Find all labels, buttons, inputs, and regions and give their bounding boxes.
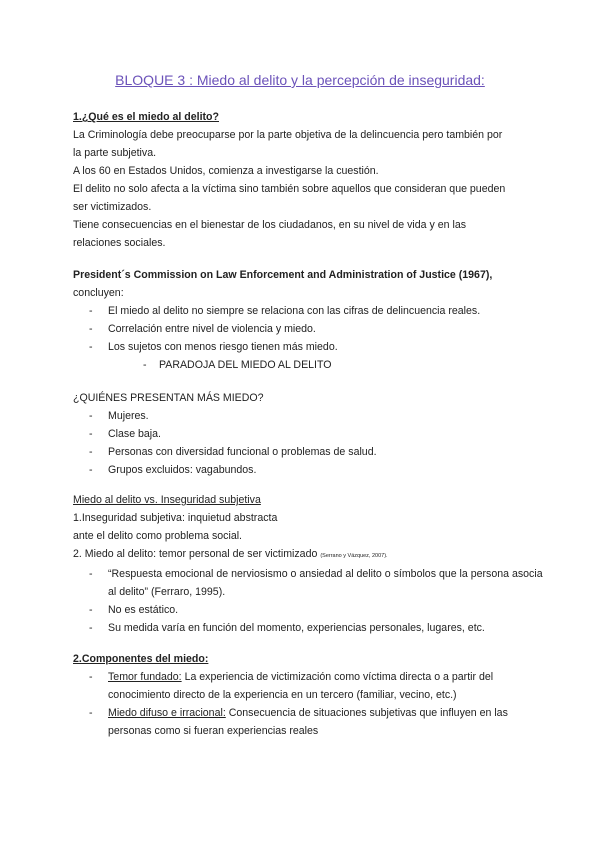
paragraph-line: ante el delito como problema social. bbox=[73, 530, 243, 542]
paragraph-line: 1.Inseguridad subjetiva: inquietud abstracta bbox=[73, 512, 278, 524]
commission-section bbox=[73, 266, 543, 374]
list-item: - Mujeres. bbox=[89, 410, 149, 422]
paragraph-line: la parte subjetiva. bbox=[73, 147, 157, 159]
list-item: - El miedo al delito no siempre se relaciona con las cifras de delincuencia reales. bbox=[89, 305, 481, 317]
paragraph-line: El delito no solo afecta a la víctima sino también sobre aquellos que consideran que pueden bbox=[73, 183, 506, 195]
commission-heading: President´s Commission on Law Enforcement and Administration of Justice (1967), bbox=[73, 269, 493, 281]
paragraph-line: Tiene consecuencias en el bienestar de los ciudadanos, en su nivel de vida y en las bbox=[73, 219, 467, 231]
quienes-heading: ¿QUIÉNES PRESENTAN MÁS MIEDO? bbox=[73, 392, 264, 404]
vs-section bbox=[73, 491, 543, 637]
section-heading: 1.¿Qué es el miedo al delito? bbox=[73, 111, 219, 123]
quienes-section bbox=[73, 389, 543, 479]
paragraph-line: ser victimizados. bbox=[73, 201, 152, 213]
paragraph-line: relaciones sociales. bbox=[73, 237, 166, 249]
list-item: - Los sujetos con menos riesgo tienen más miedo. bbox=[89, 341, 338, 353]
section-heading: 2.Componentes del miedo: bbox=[73, 653, 209, 665]
list-item: - Clase baja. bbox=[89, 428, 161, 440]
list-item: - Temor fundado: La experiencia de victimización como víctima directa o a partir del conocimiento directo de la experiencia en un tercero (familiar, vecino, etc.) bbox=[89, 671, 494, 701]
paragraph-line: A los 60 en Estados Unidos, comienza a investigarse la cuestión. bbox=[73, 165, 379, 177]
list-item: - No es estático. bbox=[89, 604, 179, 616]
list-item: - Miedo difuso e irracional: Consecuencia de situaciones subjetivas que influyen en las personas como si fueran experiencias reales bbox=[89, 707, 508, 737]
document-title: BLOQUE 3 : Miedo al delito y la percepción de inseguridad: bbox=[115, 72, 485, 88]
sub-list-item: - PARADOJA DEL MIEDO AL DELITO bbox=[143, 359, 332, 371]
section-1 bbox=[73, 108, 543, 252]
paragraph-line: La Criminología debe preocuparse por la parte objetiva de la delincuencia pero también por bbox=[73, 129, 503, 141]
section-2 bbox=[73, 650, 543, 740]
citation: (Serrano y Vázquez, 2007). bbox=[320, 553, 388, 559]
list-item: - “Respuesta emocional de nerviosismo o ansiedad al delito o símbolos que la persona asocia al delito” (Ferraro, 1995). bbox=[89, 568, 543, 598]
vs-heading: Miedo al delito vs. Inseguridad subjetiva bbox=[73, 494, 261, 506]
list-item: - Grupos excluidos: vagabundos. bbox=[89, 464, 257, 476]
list-item: - Correlación entre nivel de violencia y miedo. bbox=[89, 323, 316, 335]
list-item: - Su medida varía en función del momento, experiencias personales, lugares, etc. bbox=[89, 622, 485, 634]
commission-intro: concluyen: bbox=[73, 287, 124, 299]
list-item: - Personas con diversidad funcional o problemas de salud. bbox=[89, 446, 377, 458]
paragraph-line: 2. Miedo al delito: temor personal de ser victimizado (Serrano y Vázquez, 2007). bbox=[73, 548, 388, 560]
